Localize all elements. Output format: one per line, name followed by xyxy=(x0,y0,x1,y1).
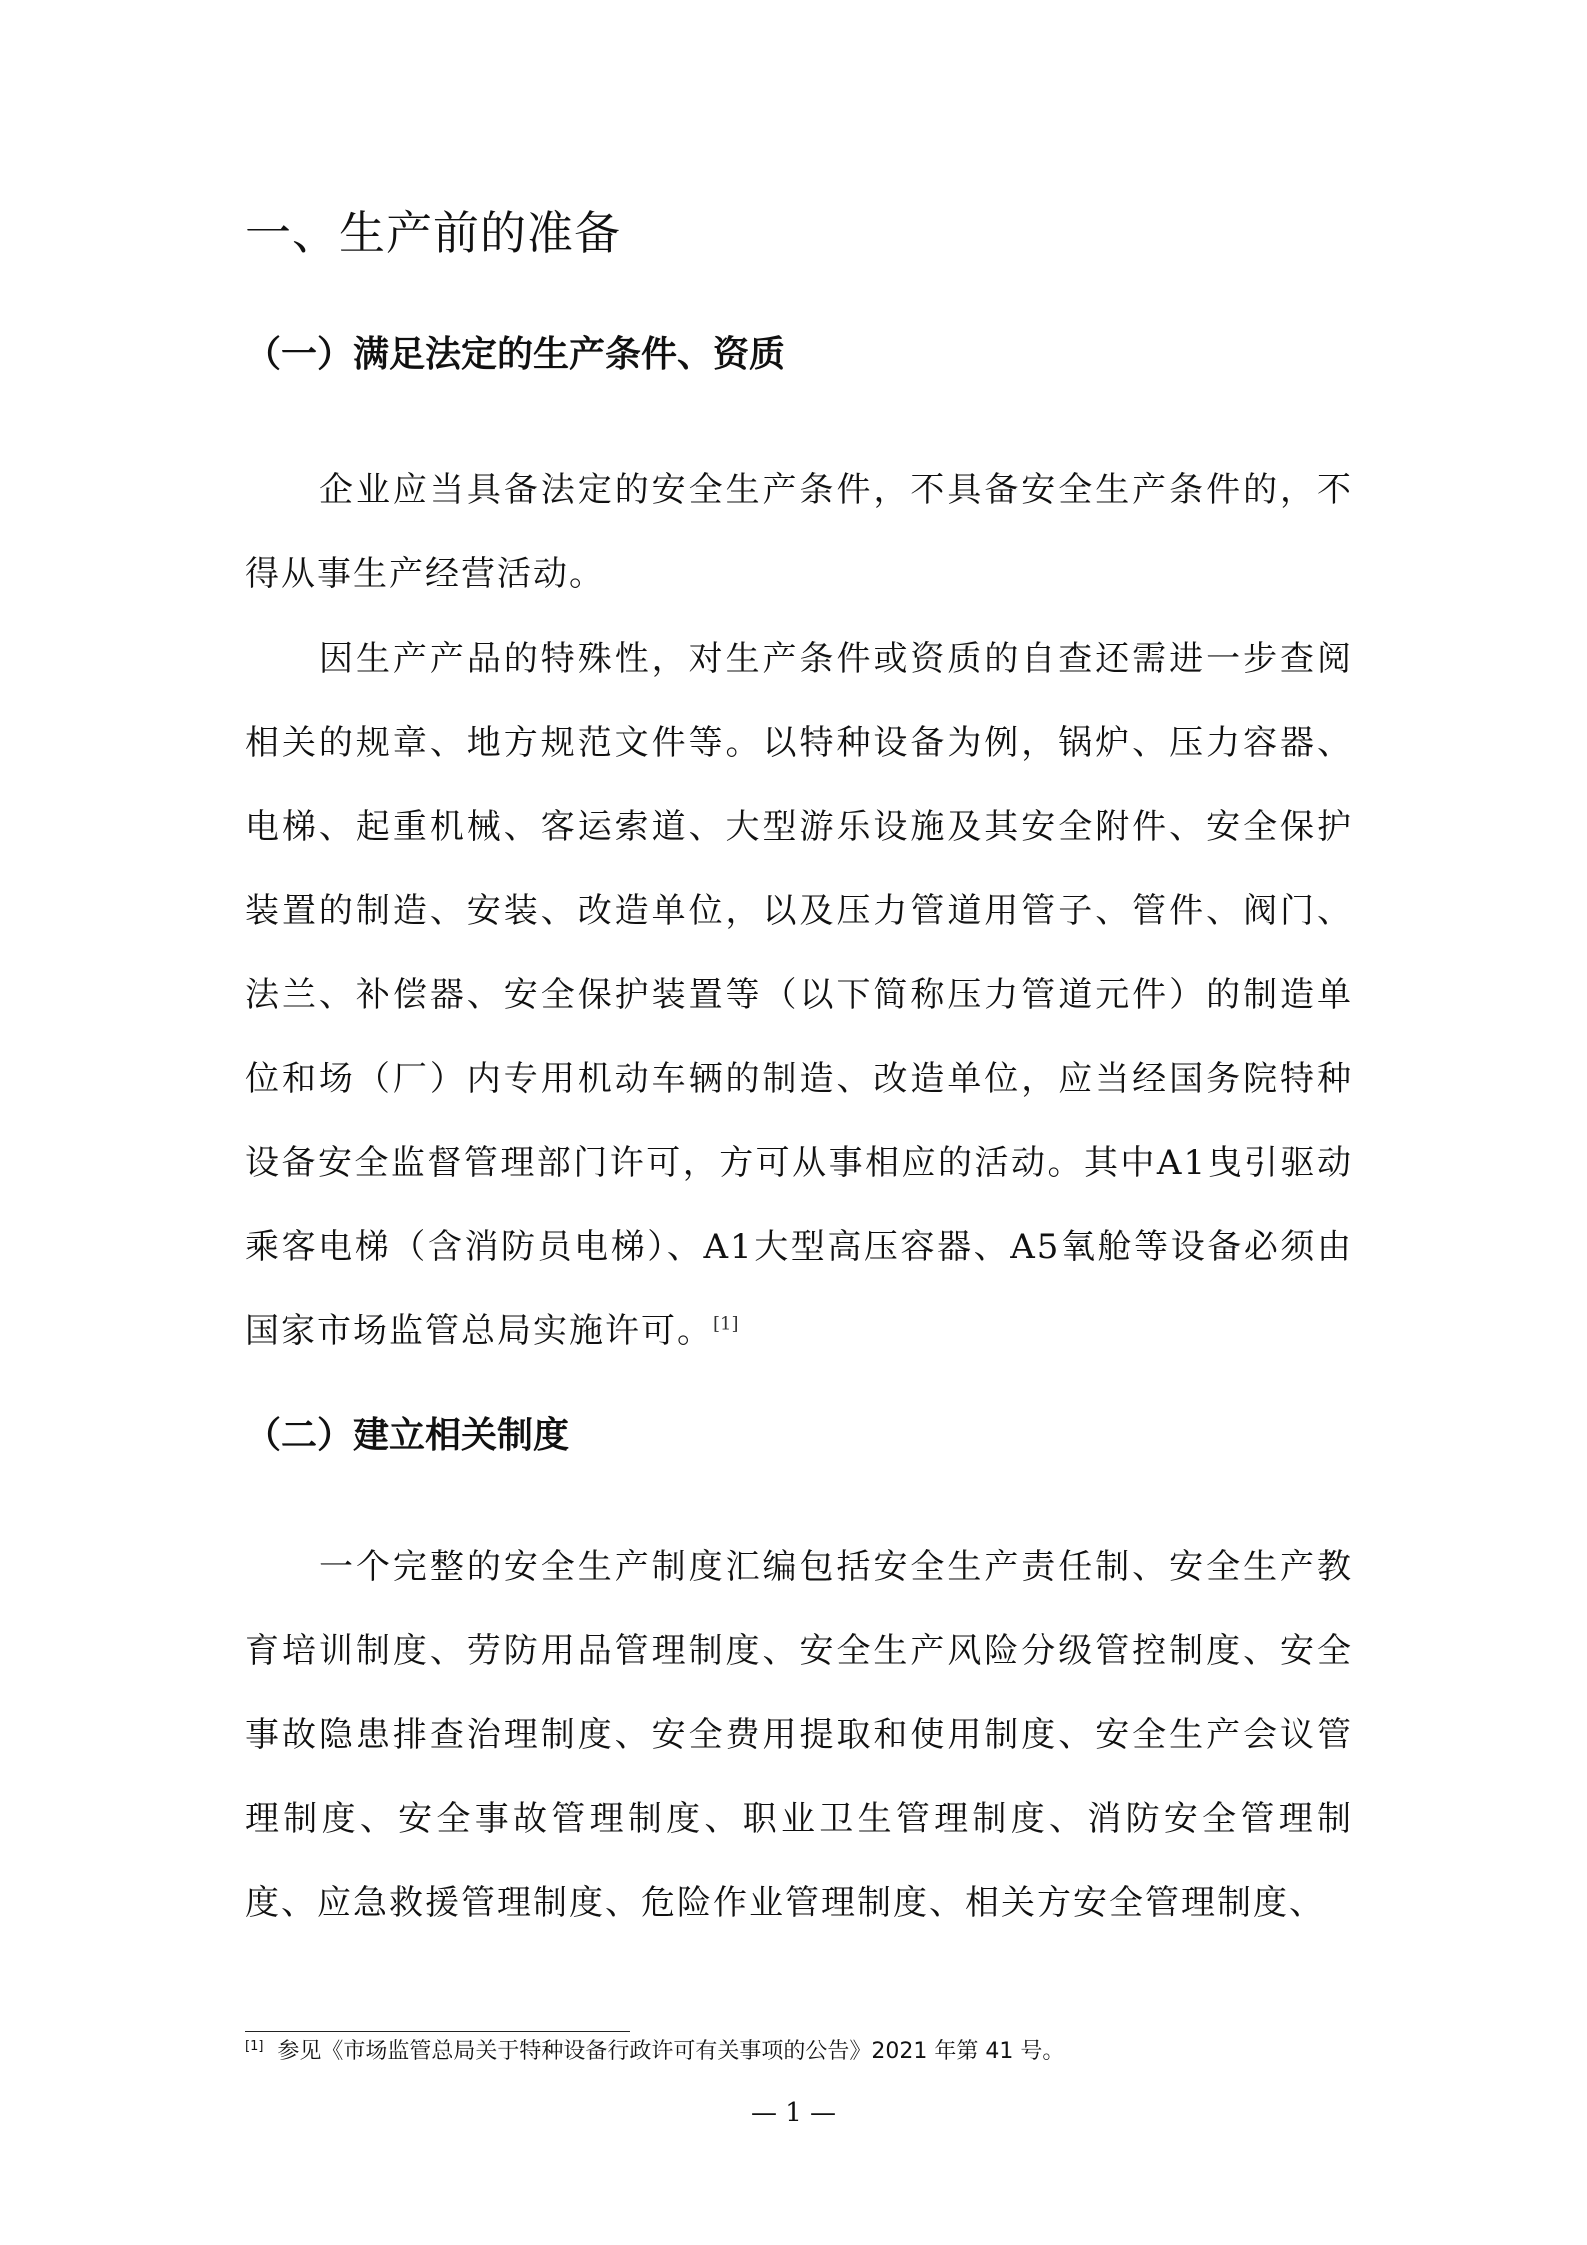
subsection-title-1: （一）满足法定的生产条件、资质 xyxy=(245,334,786,375)
paragraph-legal-conditions: 企业应当具备法定的安全生产条件，不具备安全生产条件的，不得从事生产经营活动。 xyxy=(245,470,1353,594)
footnote-mark: [1] xyxy=(245,2038,264,2054)
footnote-reference[interactable]: [1] xyxy=(713,1313,739,1335)
footnote-text: 参见《市场监管总局关于特种设备行政许可有关事项的公告》2021 年第 41 号。 xyxy=(277,2039,1065,2064)
paragraph-special-equipment xyxy=(245,617,1353,1373)
subsection-title-2: （二）建立相关制度 xyxy=(245,1415,570,1456)
page-number: — 1 — xyxy=(750,2098,837,2128)
section-title: 一、生产前的准备 xyxy=(245,206,621,260)
paragraph-special-equipment-text: 因生产产品的特殊性，对生产条件或资质的自查还需进一步查阅相关的规章、地方规范文件等。以特种设备为例，锅炉、压力容器、电梯、起重机械、客运索道、大型游乐设施及其安全附件、安全保护装置的制造、安装、改造单位，以及压力管道用管子、管件、阀门、法兰、补偿器、安全保护装置等（以下简称压力管道元件）的制造单位和场（厂）内专用机动车辆的制造、改造单位，应当经国务院特种设备安全监督管理部门许可，方可从事相应的活动。其中A1曳引驱动乘客电梯（含消防员电梯）、A1大型高压容器、A5氧舱等设备必须由国家市场监管总局实施许可。 xyxy=(245,639,1353,1351)
footnote-divider xyxy=(245,2031,630,2032)
paragraph-safety-systems: 一个完整的安全生产制度汇编包括安全生产责任制、安全生产教育培训制度、劳防用品管理制度、安全生产风险分级管控制度、安全事故隐患排查治理制度、安全费用提取和使用制度、安全生产会议管理制度、安全事故管理制度、职业卫生管理制度、消防安全管理制度、应急救援管理制度、危险作业管理制度、相关方安全管理制度、 xyxy=(245,1547,1353,1923)
footnote xyxy=(245,2035,1345,2069)
